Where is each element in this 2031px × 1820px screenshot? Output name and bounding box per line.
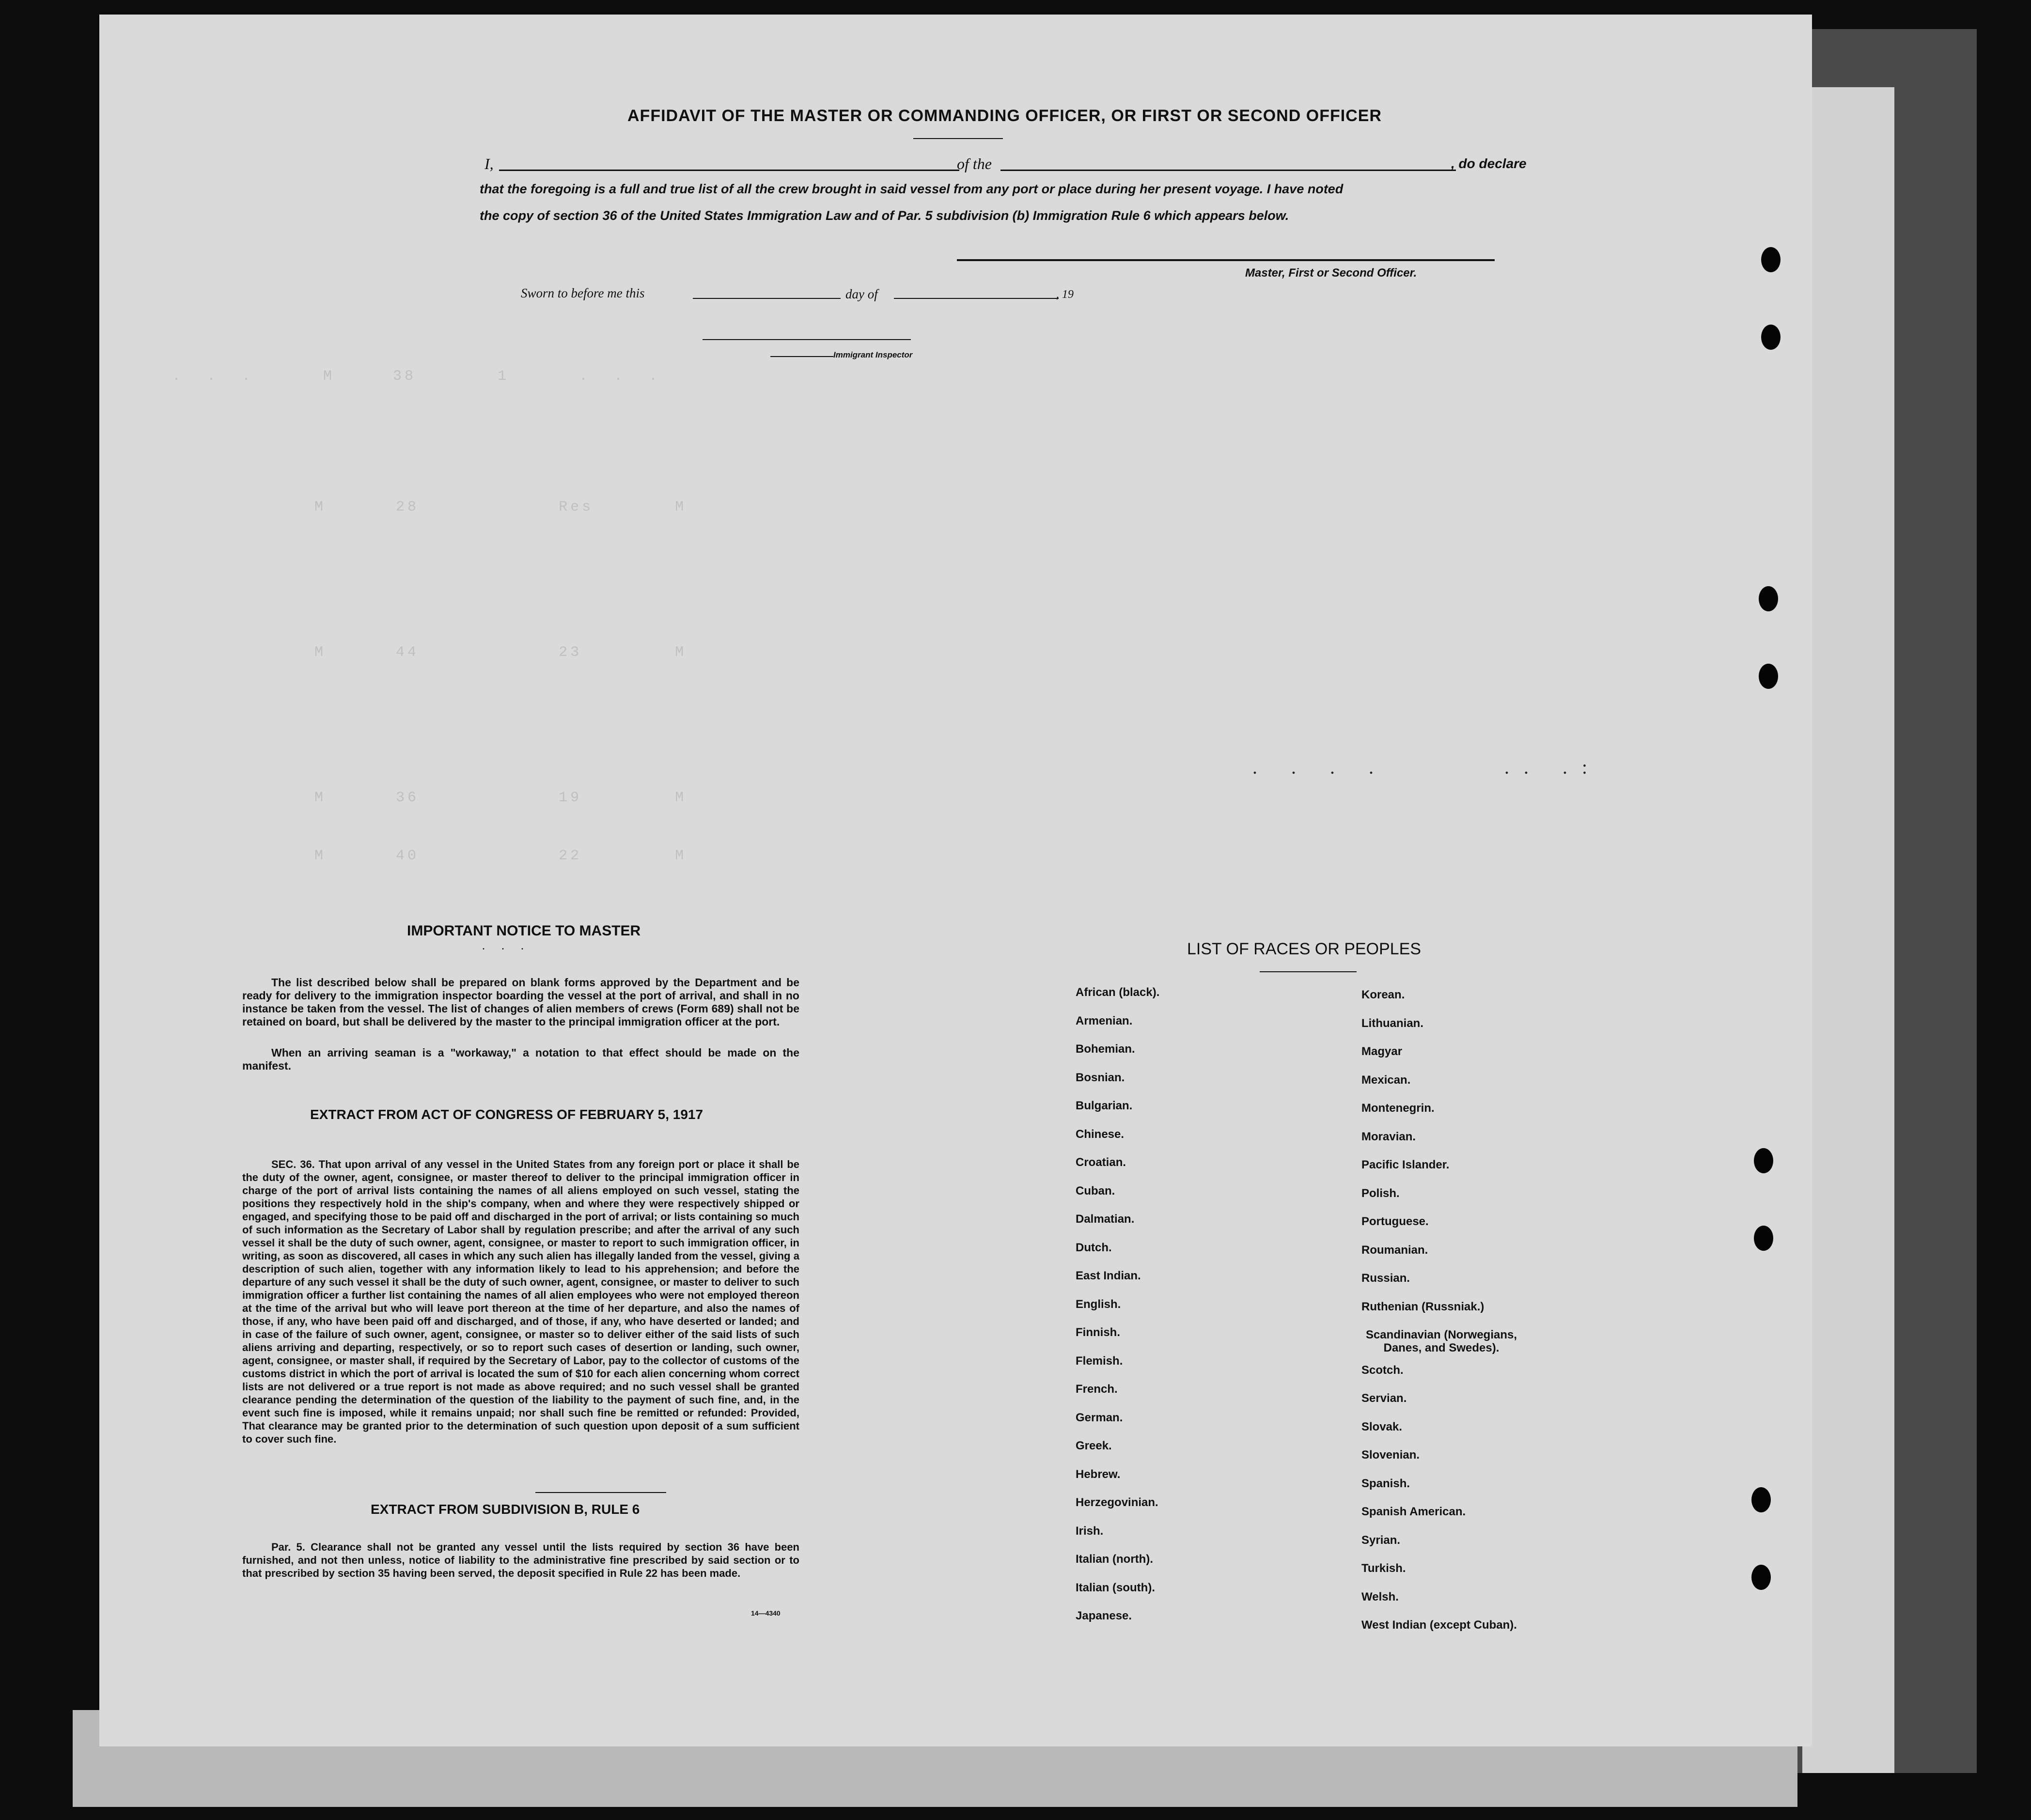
affidavit-section-line: the copy of section 36 of the United States Immigration Law and of Par. 5 subdivision (b) Immigration Rule 6 which appears below.: [480, 208, 1289, 223]
affidavit-declaration-line: that the foregoing is a full and true list of all the crew brought in said vessel from any port or place during her present voyage. I have noted: [480, 182, 1344, 196]
sworn-day-of: day of: [845, 287, 878, 301]
inspector-label: Immigrant Inspector: [833, 350, 913, 359]
race-item: African (black).: [1076, 986, 1160, 999]
races-heading-underline: [1260, 971, 1357, 972]
race-item: Cuban.: [1076, 1184, 1115, 1198]
affidavit-title-underline: [913, 138, 1003, 139]
punch-hole: [1751, 1487, 1771, 1512]
race-item: English.: [1076, 1297, 1121, 1311]
adjacent-page-strip: [1802, 87, 1894, 1773]
race-item: Lithuanian.: [1361, 1016, 1423, 1030]
race-item: West Indian (except Cuban).: [1361, 1618, 1517, 1632]
signature-label: Master, First or Second Officer.: [1245, 266, 1417, 280]
race-item: Bulgarian.: [1076, 1099, 1133, 1112]
affidavit-declare: , do declare: [1451, 156, 1527, 171]
race-item: Italian (south).: [1076, 1581, 1155, 1594]
inspector-signature-line: [703, 339, 911, 340]
race-item: Irish.: [1076, 1524, 1104, 1538]
race-item: Japanese.: [1076, 1609, 1132, 1622]
race-item: Finnish.: [1076, 1326, 1120, 1339]
extract-act-body: SEC. 36. That upon arrival of any vessel in the United States from any foreign port or place it shall be the duty of the owner, agent, consignee, or master thereof to deliver to the principal immigration officer in charge of the port of arrival lists containing the names of all aliens employed on such vessel, stating the positions they respectively hold in the ship's company, when and where they were respectively shipped or engaged, and specifying those to be paid off and discharged in the port of arrival; or lists containing so much of such information as the Secretary of Labor shall by regulation prescribe; and after the arrival of any such vessel it shall be the duty of such owner, agent, consignee, or master to report to such immigration officer, in writing, as soon as discovered, all cases in which any such alien has illegally landed from the vessel, giving a description of such alien, together with any information likely to lead to his apprehension; and before the departure of any such vessel it shall be the duty of such owner, agent, consignee, or master to deliver to such immigration officer a further list containing the names of all alien employees who were not employed thereon at the time of the arrival but who will leave port thereon at the time of her departure, and also the names of those, if any, who have been paid off and discharged, and of those, if any, who have deserted or landed; and in case of the failure of such owner, agent, consignee, or master so to deliver either of the said lists of such aliens arriving and departing, respectively, or so to report such cases of desertion or landing, such owner, agent, consignee, or master shall, if required by the Secretary of Labor, pay to the collector of customs of the customs district in which the port of arrival is located the sum of $10 for each alien concerning whom correct lists are not delivered or a true report is not made as above required; and no such vessel shall be granted clearance pending the determination of the question of the liability to the payment of such fine, and, in the event such fine is imposed, while it remains unpaid; nor shall such fine be remitted or refunded: Provided, That clearance may be granted prior to the determination of such question upon deposit of a sum sufficient to cover such fine.: [242, 1158, 799, 1445]
race-item: Herzegovinian.: [1076, 1496, 1158, 1509]
race-item: Armenian.: [1076, 1014, 1133, 1027]
master-name-field: [499, 170, 959, 171]
race-item: Welsh.: [1361, 1590, 1399, 1603]
notice-paragraph-1: The list described below shall be prepared on blank forms approved by the Department and be ready for delivery to the immigration inspector boarding the vessel at the port of arrival, and shall in no instance be taken from the vessel. The list of changes of alien members of crews (Form 689) shall not be retained on board, but shall be delivered by the master to the principal immigration officer at the port.: [242, 976, 799, 1028]
race-item: Roumanian.: [1361, 1243, 1428, 1257]
affidavit-of-the: of the: [957, 155, 992, 172]
race-item: Chinese.: [1076, 1127, 1125, 1141]
race-item: Spanish American.: [1361, 1505, 1466, 1518]
race-item: Pacific Islander.: [1361, 1158, 1450, 1171]
race-item: Scotch.: [1361, 1363, 1404, 1377]
race-item: Korean.: [1361, 988, 1405, 1001]
punch-hole: [1751, 1565, 1771, 1590]
race-item: Dalmatian.: [1076, 1213, 1135, 1226]
race-item: Polish.: [1361, 1186, 1400, 1200]
notice-heading-dots: . . .: [482, 940, 531, 952]
extract-divider: [535, 1492, 666, 1493]
signature-line: [957, 259, 1495, 261]
sworn-day-field: [693, 298, 841, 299]
affidavit-title: AFFIDAVIT OF THE MASTER OR COMMANDING OFFICER, OR FIRST OR SECOND OFFICER: [627, 107, 1382, 125]
extract-rule-heading: EXTRACT FROM SUBDIVISION B, RULE 6: [371, 1502, 640, 1517]
sworn-prefix: Sworn to before me this: [521, 286, 645, 300]
race-item: French.: [1076, 1383, 1118, 1396]
race-item: Croatian.: [1076, 1156, 1126, 1169]
vessel-name-field: [1000, 170, 1456, 171]
punch-hole: [1759, 664, 1778, 689]
scan-dots: .. .:: [1504, 756, 1602, 778]
race-item: Ruthenian (Russniak.): [1361, 1300, 1484, 1313]
sworn-month-field: [894, 298, 1059, 299]
race-item: Greek.: [1076, 1439, 1112, 1452]
punch-hole: [1754, 1148, 1773, 1173]
extract-rule-body: Par. 5. Clearance shall not be granted any vessel until the lists required by section 36 have been furnished, and not then unless, notice of liability to the administrative fine prescribed by said section or to that prescribed by section 35 having been served, the deposit specified in Rule 22 has been made.: [242, 1541, 799, 1579]
sworn-year: , 19: [1056, 288, 1074, 301]
race-item: German.: [1076, 1411, 1123, 1424]
race-item: Moravian.: [1361, 1130, 1416, 1143]
punch-hole: [1761, 247, 1781, 272]
races-heading: LIST OF RACES OR PEOPLES: [1187, 940, 1422, 958]
race-item: Scandinavian (Norwegians, Danes, and Swedes).: [1365, 1328, 1517, 1354]
affidavit-name-prefix: I,: [484, 155, 494, 172]
race-item: Mexican.: [1361, 1073, 1411, 1087]
manifest-page: . . . M 38 1 . . . M 28 Res M M 44 23 M M 36 19 M M 40 22 M AFFIDAVIT OF THE MASTER OR COMMANDING OFFICER, OR FIRST OR SECOND OFFICER I, of the , do declare that the foregoing is a full and true list of all the crew brought in said vessel from any port or place during her present voyage. I have noted the copy of section 36 of the United States Immigration Law and of Par. 5 subdivision (b) Immigration Rule 6 which appears below. Master, First or Second Officer. Sworn to before me this day of , 19 Immigrant Inspector . . . . .. .: IMPORTANT NOTICE TO MASTER . . . The list described below shall be prepared on blank forms approved by the Department and be ready for delivery to the immigration inspector boarding the vessel at the port of arrival, and shall in no instance be taken from the vessel. The list of changes of alien members of crews (Form 689) shall not be retained on board, but shall be delivered by the master to the principal immigration officer at the port. When an arriving seaman is a "workaway," a notation to that effect should be made on the manifest. EXTRACT FROM ACT OF CONGRESS OF FEBRUARY 5, 1917 SEC. 36. That upon arrival of any vessel in the United States from any foreign port or place it shall be the duty of the owner, agent, consignee, or master thereof to deliver to the principal immigration officer in charge of the port of arrival lists containing the names of all aliens employed on such vessel, stating the positions they respectively hold in the ship's company, when and where they were respectively shipped or engaged, and specifying those to be paid off and discharged in the port of arrival; or lists containing so much of such information as the Secretary of Labor shall by regulation prescribe; and after the arrival of any such vessel it shall be the duty of such owner, agent, consignee, or master to report to such immigration officer, in writing, as soon as discovered, all cases in which any such alien has illegally landed from the vessel, giving a description of such alien, together with any information likely to lead to his apprehension; and before the departure of any such vessel it shall be the duty of such owner, agent, consignee, or master to deliver to such immigration officer a further list containing the names of all alien employees who were not employed thereon at the time of the arrival but who will leave port thereon at the time of her departure, and also the names of those, if any, who have been paid off and discharged, and of those, if any, who have deserted or landed; and in case of the failure of such owner, agent, consignee, or master so to deliver either of the said lists of such aliens arriving and departing, respectively, or so to report such cases of desertion or landing, such owner, agent, consignee, or master shall, if required by the Secretary of Labor, pay to the collector of customs of the customs district in which the port of arrival is located the sum of $10 for each alien concerning whom correct lists are not delivered or a true report is not made as above required; and no such vessel shall be granted clearance pending the determination of the question of the liability to the payment of such fine, and, in the event such fine is imposed, while it remains unpaid; nor shall such fine be remitted or refunded: Provided, That clearance may be granted prior to the determination of such question upon deposit of a sum sufficient to cover such fine. EXTRACT FROM SUBDIVISION B, RULE 6 Par. 5. Clearance shall not be granted any vessel until the lists required by section 36 have been furnished, and not then unless, notice of liability to the administrative fine prescribed by said section or to that prescribed by section 35 having been served, the deposit specified in Rule 22 has been made. 14—4340 LIST OF RACES OR PEOPLES African (black). Armenian. Bohemian. Bosnian. Bulgarian. Chinese. Croatian. Cuban. Dalmatian. Dutch. East Indian. English. Finnish. Flemish. French. German. Greek. Hebrew. Herzegovinian. Irish. Italian (north). Italian (south). Japanese. Korean. Lithuanian. Magyar Mexican. Montenegrin. Moravian. Pacific Islander. Polish. Portuguese. Roumanian. Russian. Ruthenian (Russniak.) Scandinavian (Norwegians, Danes, and Swedes). Scotch. Servian. Slovak. Slovenian. Spanish. Spanish American. Syrian. Turkish. Welsh. West Indian (except Cuban).: [99, 15, 1812, 1746]
race-item: Bohemian.: [1076, 1042, 1135, 1056]
notice-heading: IMPORTANT NOTICE TO MASTER: [407, 923, 641, 939]
race-item: Magyar: [1361, 1045, 1403, 1058]
race-item: Russian.: [1361, 1272, 1410, 1285]
inspector-lead-dash: [770, 356, 833, 357]
race-item: Italian (north).: [1076, 1553, 1153, 1566]
scan-dots: . . . .: [1252, 756, 1388, 778]
race-item: Portuguese.: [1361, 1215, 1429, 1228]
race-item: Turkish.: [1361, 1562, 1406, 1575]
punch-hole: [1754, 1226, 1773, 1251]
race-item: Spanish.: [1361, 1477, 1410, 1490]
race-item: Servian.: [1361, 1392, 1407, 1405]
punch-hole: [1759, 586, 1778, 611]
notice-paragraph-2: When an arriving seaman is a "workaway," a notation to that effect should be made on the manifest.: [242, 1046, 799, 1072]
race-item: Flemish.: [1076, 1354, 1123, 1368]
race-item: Slovak.: [1361, 1420, 1403, 1433]
race-item: Syrian.: [1361, 1533, 1401, 1547]
form-number: 14—4340: [751, 1609, 781, 1617]
race-item: East Indian.: [1076, 1269, 1141, 1282]
race-item: Hebrew.: [1076, 1467, 1121, 1481]
punch-hole: [1761, 325, 1781, 350]
race-item: Bosnian.: [1076, 1071, 1125, 1084]
race-item: Montenegrin.: [1361, 1102, 1435, 1115]
race-item: Dutch.: [1076, 1241, 1112, 1254]
race-item: Slovenian.: [1361, 1448, 1420, 1462]
extract-act-heading: EXTRACT FROM ACT OF CONGRESS OF FEBRUARY 5, 1917: [310, 1107, 703, 1122]
